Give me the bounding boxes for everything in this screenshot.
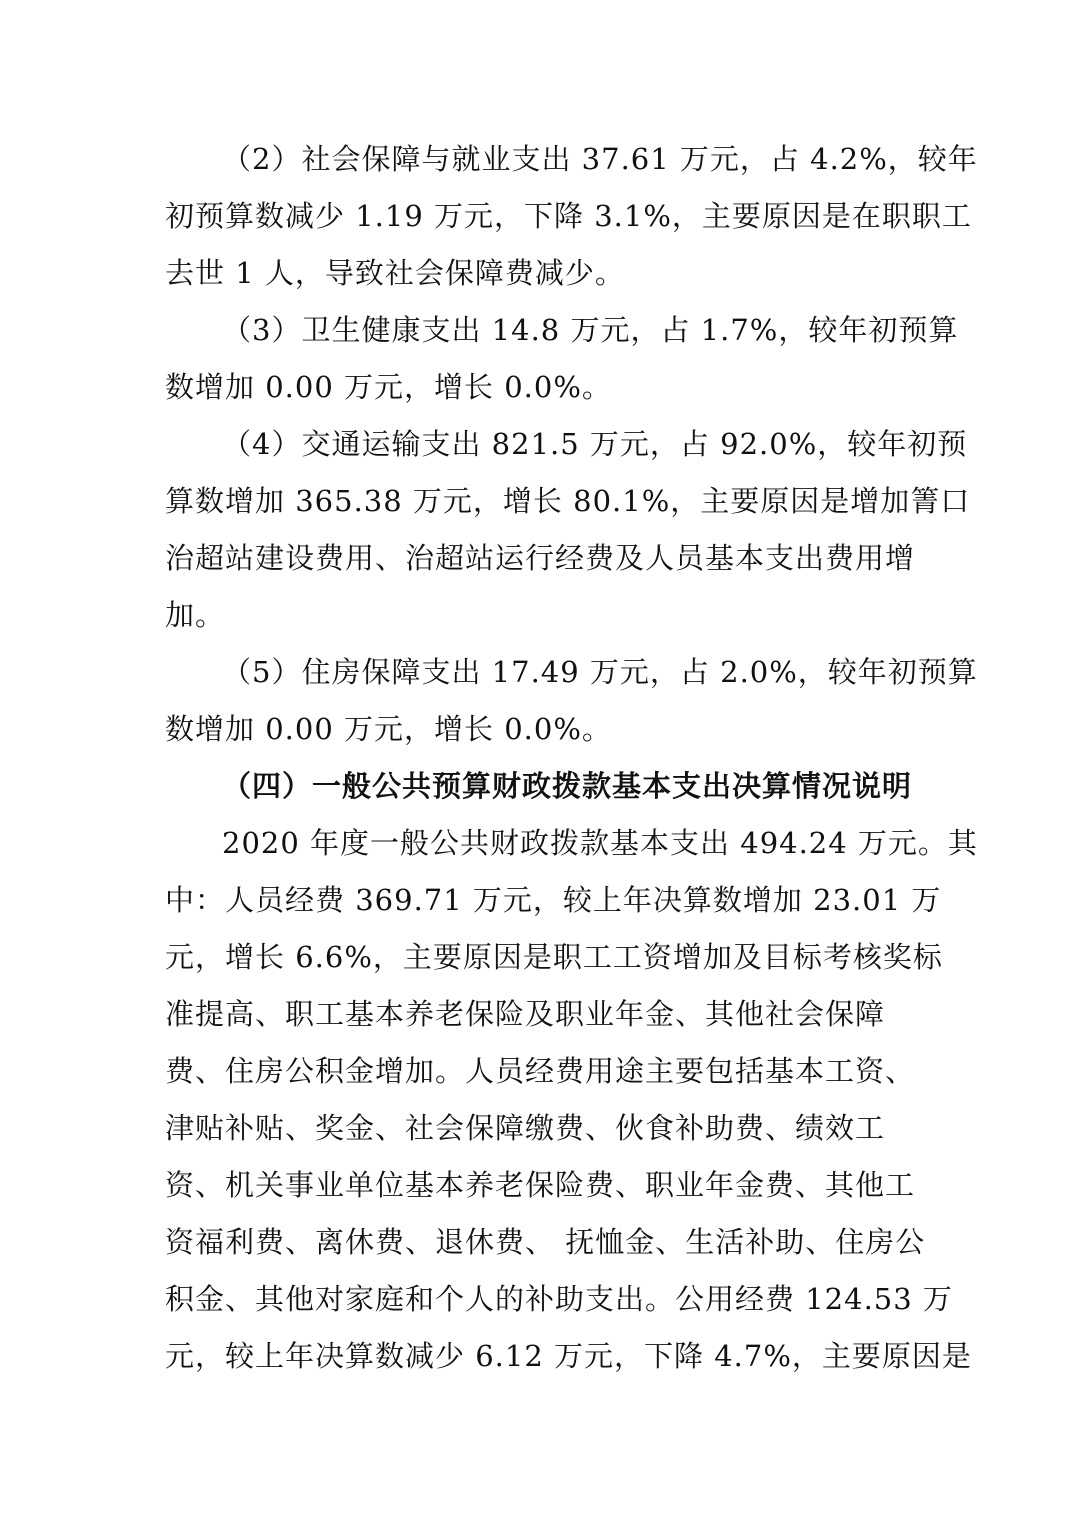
text-line: 2020 年度一般公共财政拨款基本支出 494.24 万元。其 (222, 826, 978, 860)
text-line: 数增加 0.00 万元，增长 0.0%。 (165, 712, 612, 746)
text-line: 中：人员经费 369.71 万元，较上年决算数增加 23.01 万 (165, 883, 942, 917)
text-line: 准提高、职工基本养老保险及职业年金、其他社会保障 (165, 997, 886, 1031)
text-line: 津贴补贴、奖金、社会保障缴费、伙食补助费、绩效工 (165, 1111, 886, 1145)
text-line: 初预算数减少 1.19 万元，下降 3.1%，主要原因是在职职工 (165, 199, 972, 233)
text-line: 加。 (165, 598, 226, 632)
text-line: 资福利费、离休费、退休费、 抚恤金、生活补助、住房公 (165, 1225, 926, 1259)
text-line: 费、住房公积金增加。人员经费用途主要包括基本工资、 (165, 1054, 916, 1088)
text-line: 元，增长 6.6%，主要原因是职工工资增加及目标考核奖标 (165, 940, 943, 974)
text-line: 资、机关事业单位基本养老保险费、职业年金费、其他工 (165, 1168, 916, 1202)
text-line: （2）社会保障与就业支出 37.61 万元，占 4.2%，较年 (222, 142, 978, 176)
text-line: 算数增加 365.38 万元，增长 80.1%，主要原因是增加箐口 (165, 484, 971, 518)
text-line: 元，较上年决算数减少 6.12 万元，下降 4.7%，主要原因是 (165, 1339, 972, 1373)
text-line: 数增加 0.00 万元，增长 0.0%。 (165, 370, 612, 404)
text-line: （4）交通运输支出 821.5 万元，占 92.0%，较年初预 (222, 427, 968, 461)
text-line: 去世 1 人，导致社会保障费减少。 (165, 256, 625, 290)
section-heading: （四）一般公共预算财政拨款基本支出决算情况说明 (222, 769, 913, 803)
text-line: （3）卫生健康支出 14.8 万元，占 1.7%，较年初预算 (222, 313, 959, 347)
text-line: 治超站建设费用、治超站运行经费及人员基本支出费用增 (165, 541, 916, 575)
text-line: 积金、其他对家庭和个人的补助支出。公用经费 124.53 万 (165, 1282, 953, 1316)
text-line: （5）住房保障支出 17.49 万元，占 2.0%，较年初预算 (222, 655, 978, 689)
